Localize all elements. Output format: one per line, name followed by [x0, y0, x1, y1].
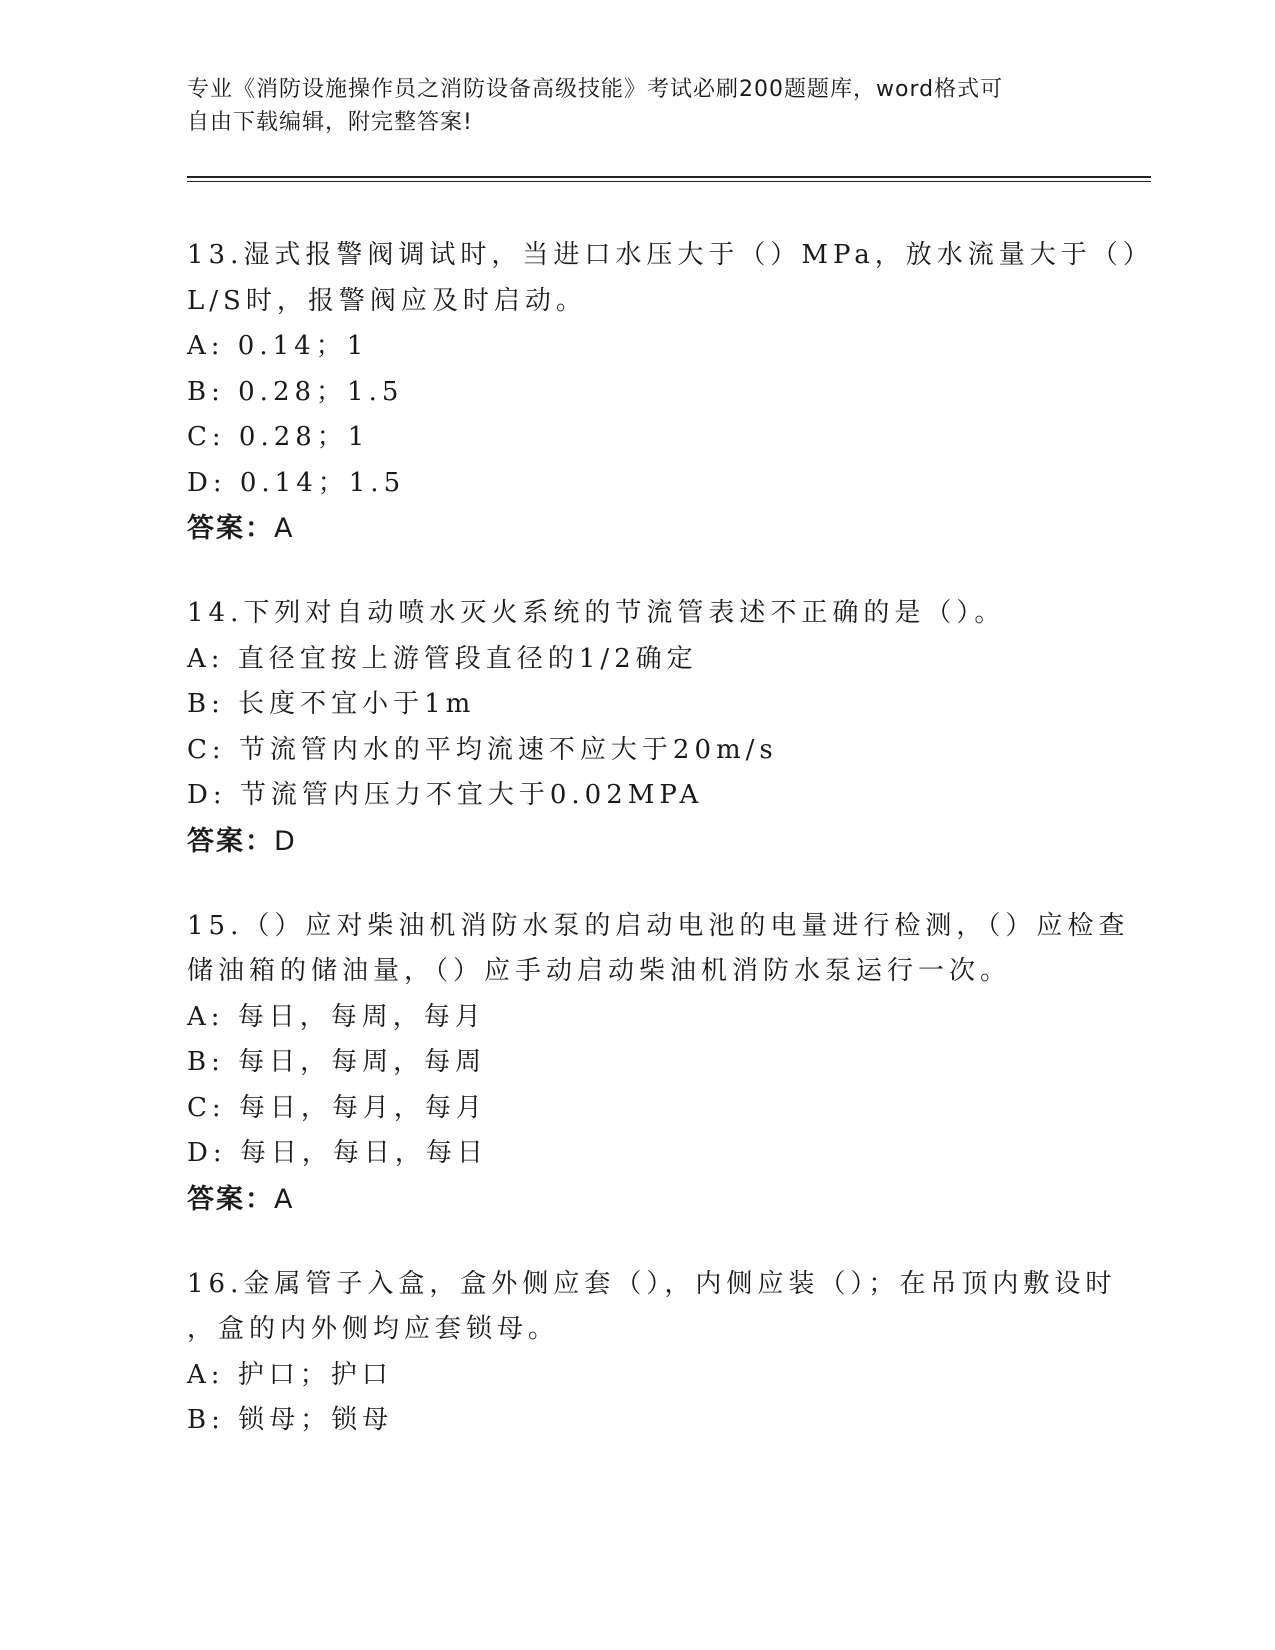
question-stem: ，盒的内外侧均应套锁母。 — [187, 1314, 560, 1344]
question-list — [187, 233, 1154, 1483]
option-d: D: 每日，每日，每日 — [187, 1138, 488, 1168]
answer-value: A — [274, 1183, 295, 1215]
answer — [187, 819, 1087, 865]
answer-value: D — [274, 825, 297, 857]
answer-label: 答案： — [187, 825, 274, 857]
option-b: B: 每日，每周，每周 — [187, 1047, 487, 1077]
question-14 — [187, 591, 1087, 865]
option-b: B: 锁母；锁母 — [187, 1405, 394, 1435]
answer — [187, 1177, 1087, 1223]
option-c: C: 每日，每月，每月 — [187, 1092, 487, 1123]
question-stem: 储油箱的储油量，（）应手动启动柴油机消防水泵运行一次。 — [187, 956, 1012, 986]
option-a: A: 0.14；1 — [187, 331, 369, 361]
document-header — [187, 73, 1067, 139]
answer-label: 答案： — [187, 513, 274, 544]
question-16 — [187, 1262, 1117, 1444]
answer — [187, 506, 1087, 552]
option-a: A: 每日，每周，每月 — [187, 1001, 486, 1032]
option-a: A: 护口；护口 — [187, 1359, 393, 1390]
option-b: B: 长度不宜小于1m — [187, 689, 476, 719]
question-stem: 14.下列对自动喷水灭火系统的节流管表述不正确的是（）。 — [187, 598, 1006, 628]
question-stem: L/S时，报警阀应及时启动。 — [187, 285, 587, 316]
question-stem: 16.金属管子入盒，盒外侧应套（），内侧应装（）；在吊顶内敷设时 — [187, 1268, 1117, 1299]
option-a: A: 直径宜按上游管段直径的1/2确定 — [187, 643, 698, 674]
answer-value: A — [274, 513, 295, 544]
header-line-2: 自由下载编辑，附完整答案! — [187, 110, 473, 135]
option-c: C: 节流管内水的平均流速不应大于20m/s — [187, 734, 778, 765]
header-divider-thin — [187, 181, 1151, 182]
option-c: C: 0.28；1 — [187, 422, 370, 452]
question-stem: 13.湿式报警阀调试时，当进口水压大于（）MPa，放水流量大于（） — [187, 240, 1154, 270]
header-line-1: 专业《消防设施操作员之消防设备高级技能》考试必刷200题题库，word格式可 — [187, 77, 1004, 102]
question-13 — [187, 233, 1154, 552]
question-stem: 15.（）应对柴油机消防水泵的启动电池的电量进行检测，（）应检查 — [187, 910, 1130, 941]
option-d: D: 节流管内压力不宜大于0.02MPA — [187, 780, 704, 810]
header-divider-thick — [187, 176, 1151, 178]
question-15 — [187, 904, 1130, 1223]
answer-label: 答案： — [187, 1183, 274, 1215]
option-b: B: 0.28；1.5 — [187, 376, 404, 407]
option-d: D: 0.14；1.5 — [187, 467, 406, 498]
